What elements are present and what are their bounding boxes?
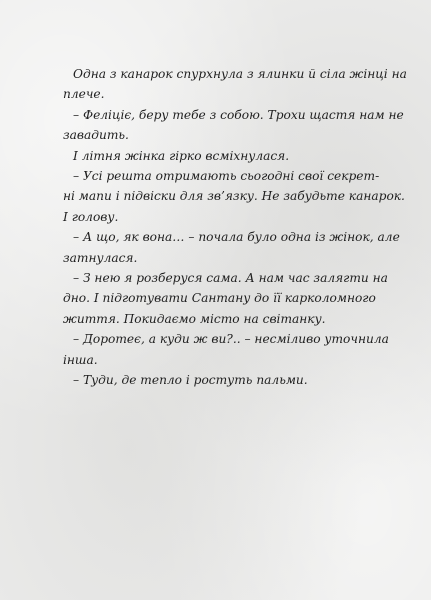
text-line: – З нею я розберуся сама. А нам час залягти на [73,271,388,286]
text-line: – Доротеє, а куди ж ви?.. – несміливо уточнила [73,332,389,347]
text-line: – Туди, де тепло і ростуть пальми. [73,373,308,388]
text-line: І голову. [63,209,119,224]
text-line: інша. [63,352,98,367]
page-text [63,64,407,391]
text-line: життя. Покидаємо місто на світанку. [63,311,326,326]
text-line: – А що, як вона… – почала було одна із жінок, але [73,230,400,245]
text-line: – Усі решта отримають сьогодні свої секрет- [73,169,380,184]
text-line: затнулася. [63,250,138,265]
text-line: Одна з канарок спурхнула з ялинки й сіла жінці на [73,67,407,81]
text-line: завадить. [63,128,129,143]
text-line: дно. І підготувати Сантану до її карколомного [63,291,376,306]
text-line: – Феліціє, беру тебе з собою. Трохи щастя нам не [73,107,404,122]
text-line: І літня жінка гірко всміхнулася. [73,148,290,163]
text-line: плече. [63,87,105,102]
text-line: ні мапи і підвіски для зв’язку. Не забудьте канарок. [63,189,405,204]
